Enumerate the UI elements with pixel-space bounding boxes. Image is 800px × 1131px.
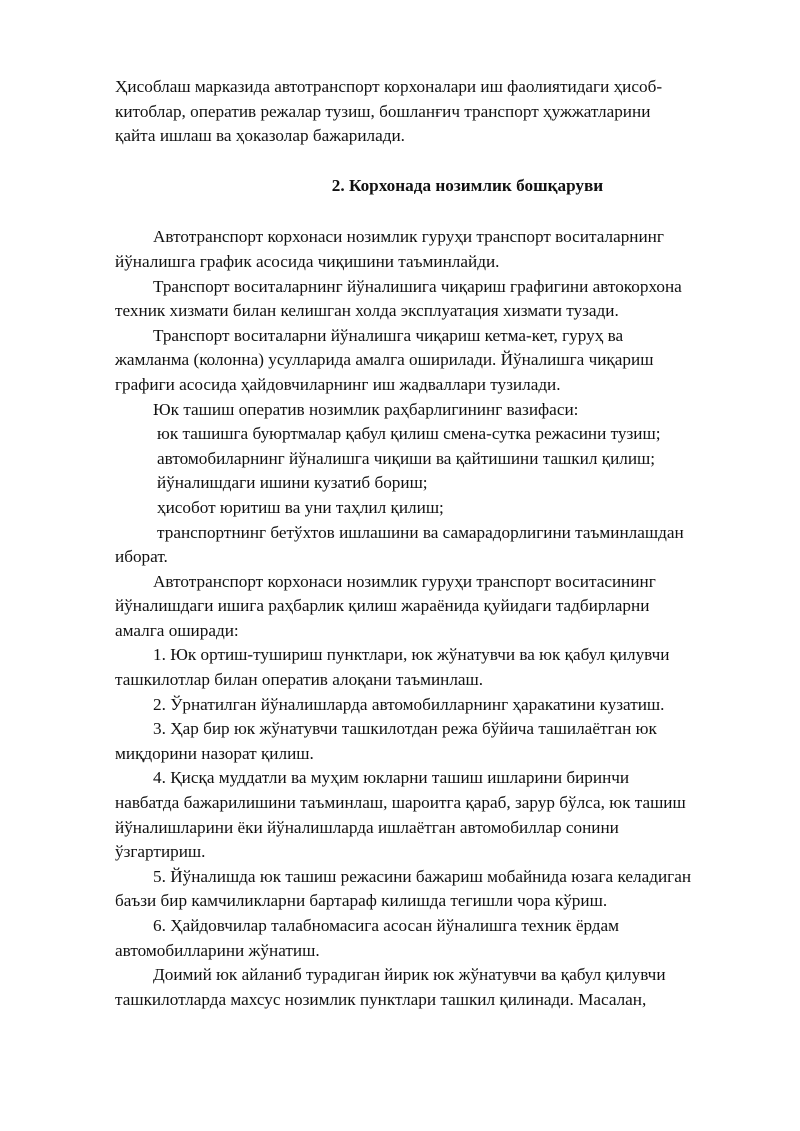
text-line: Ҳисоблаш марказида автотранспорт корхоналари иш фаолиятидаги ҳисоб- (115, 77, 663, 96)
text-line: Юк ташиш оператив нозимлик раҳбарлигининг вазифаси: (153, 399, 579, 419)
text-line: автомобилларини жўнатиш. (115, 940, 320, 960)
text-line: Автотранспорт корхонаси нозимлик гуруҳи транспорт воситаларнинг (153, 227, 664, 247)
text-line: йўналишларини ёки йўналишларда ишлаётган автомобиллар сонини (115, 817, 619, 837)
intro-paragraph (115, 75, 740, 149)
text-line: 2. Ўрнатилган йўналишларда автомобилларнинг ҳаракатини кузатиш. (153, 694, 665, 714)
text-line: 4. Қисқа муддатли ва муҳим юкларни ташиш ишларини биринчи (153, 768, 630, 788)
text-line: Доимий юк айланиб турадиган йирик юк жўнатувчи ва қабул қилувчи (153, 965, 666, 985)
text-line: иборат. (115, 547, 168, 567)
text-line: баъзи бир камчиликларни бартараф килишда тегишли чора кўриш. (115, 891, 608, 911)
list-item: транспортнинг бетўхтов ишлашини ва самарадорлигини таъминлашдан (157, 522, 684, 542)
text-line: йўналишдаги ишига раҳбарлик қилиш жараёнида қуйидаги тадбирларни (115, 596, 650, 616)
text-line: Автотранспорт корхонаси нозимлик гуруҳи транспорт воситасининг (153, 571, 656, 591)
text-line: миқдорини назорат қилиш. (115, 743, 314, 763)
text-line: ўзгартириш. (115, 842, 206, 862)
text-line: графиги асосида ҳайдовчиларнинг иш жадваллари тузилади. (115, 374, 561, 394)
list-item: ҳисобот юритиш ва уни таҳлил қилиш; (157, 497, 444, 517)
list-item: автомобиларнинг йўналишга чиқиши ва қайтишини ташкил қилиш; (157, 448, 656, 468)
text-line: 5. Йўналишда юк ташиш режасини бажариш мобайнида юзага келадиган (153, 866, 692, 886)
text-line: навбатда бажарилишини таъминлаш, шароитга қараб, зарур бўлса, юк ташиш (115, 793, 686, 813)
text-line: Транспорт воситаларнинг йўналишига чиқариш графигини автокорхона (153, 276, 682, 296)
list-item: йўналишдаги ишини кузатиб бориш; (157, 473, 428, 493)
text-line: Транспорт воситаларни йўналишга чиқариш кетма-кет, гуруҳ ва (153, 325, 624, 345)
text-line: 3. Ҳар бир юк жўнатувчи ташкилотдан режа бўйича ташилаётган юк (153, 719, 657, 739)
text-line: йўналишга график асосида чиқишини таъминлайди. (115, 251, 500, 271)
text-line: китоблар, оператив режалар тузиш, бошланғич транспорт ҳужжатларини (115, 101, 651, 121)
section-body (115, 225, 740, 1012)
text-line: 1. Юк ортиш-тушириш пунктлари, юк жўнатувчи ва юк қабул қилувчи (153, 645, 670, 665)
section-heading: 2. Корхонада нозимлик бошқаруви (331, 175, 604, 195)
text-line: ташкилотларда махсус нозимлик пунктлари ташкил қилинади. Масалан, (115, 989, 647, 1009)
text-line: жамланма (колонна) усулларида амалга оширилади. Йўналишга чиқариш (115, 350, 654, 370)
text-line: амалга оширади: (115, 620, 239, 640)
text-line: қайта ишлаш ва ҳоказолар бажарилади. (115, 126, 405, 146)
text-line: техник хизмати билан келишган холда эксплуатация хизмати тузади. (115, 301, 619, 321)
text-line: ташкилотлар билан оператив алоқани таъминлаш. (115, 670, 484, 690)
text-line: 6. Ҳайдовчилар талабномасига асосан йўналишга техник ёрдам (153, 916, 620, 935)
list-item: юк ташишга буюртмалар қабул қилиш смена-сутка режасини тузиш; (157, 424, 661, 444)
